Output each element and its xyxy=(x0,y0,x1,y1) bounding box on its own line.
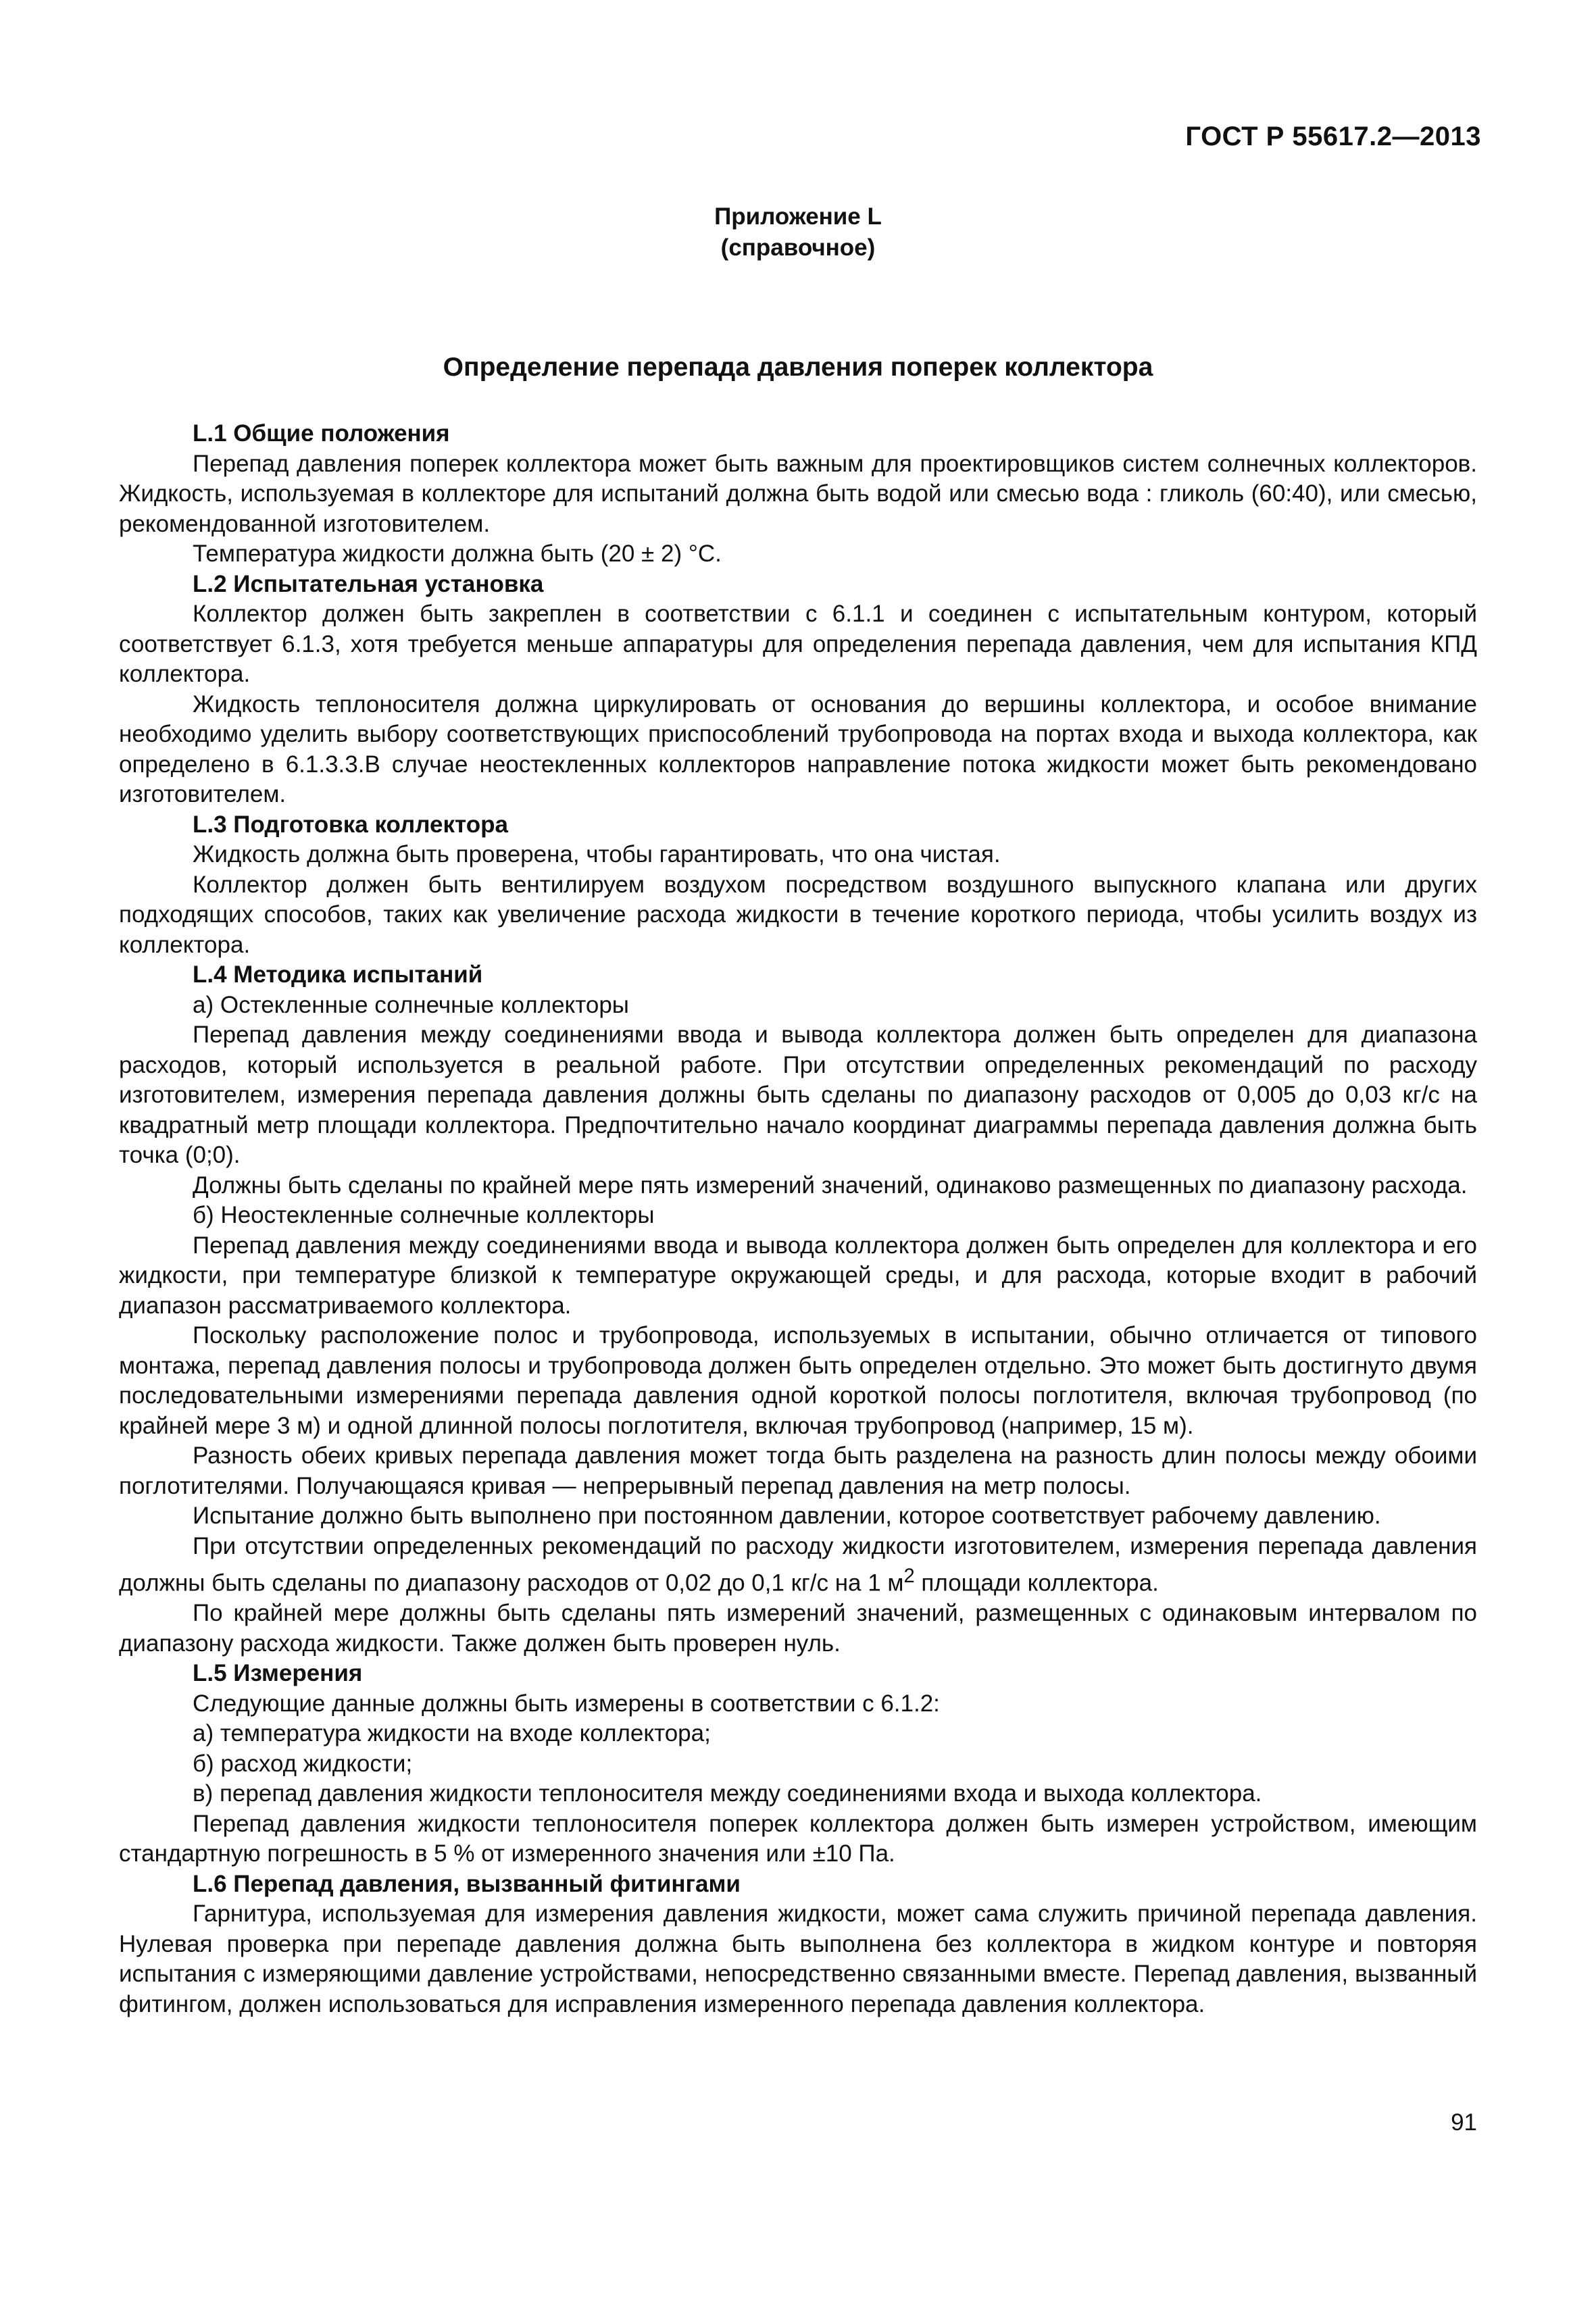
list-item: б) расход жидкости; xyxy=(193,1750,413,1777)
superscript: 2 xyxy=(903,1565,915,1587)
document-code: ГОСТ Р 55617.2—2013 xyxy=(1185,122,1481,151)
paragraph: Перепад давления между соединениями ввода и вывода коллектора должен быть определен для коллектора и его жидкости, при температуре близкой к температуре окружающей среды, и для расхода, которые входит в рабочий диапазон рассматриваемого коллектора. xyxy=(119,1232,1477,1319)
paragraph: Должны быть сделаны по крайней мере пять измерений значений, одинаково размещенных по диапазону расхода. xyxy=(193,1172,1468,1199)
appendix-status: (справочное) xyxy=(720,234,876,261)
paragraph: По крайней мере должны быть сделаны пять измерений значений, размещенных с одинаковым интервалом по диапазону расхода жидкости. Также должен быть проверен нуль. xyxy=(119,1600,1477,1657)
paragraph: Коллектор должен быть закреплен в соответствии с 6.1.1 и соединен с испытательным контуром, который соответствует 6.1.3, хотя требуется меньше аппаратуры для определения перепада давления, чем для испытания КПД коллектора. xyxy=(119,601,1477,687)
section-heading-l5: L.5 Измерения xyxy=(193,1660,363,1687)
paragraph: Разность обеих кривых перепада давления может тогда быть разделена на разность длин полосы между обоими поглотителями. Получающаяся кривая — непрерывный перепад давления на метр полосы. xyxy=(119,1442,1477,1499)
paragraph: Испытание должно быть выполнено при постоянном давлении, которое соответствует рабочему давлению. xyxy=(193,1503,1381,1529)
paragraph: Перепад давления между соединениями ввода и вывода коллектора должен быть определен для диапазона расходов, который используется в реальной работе. При отсутствии определенных рекомендаций по расходу изготовителем, измерения перепада давления должны быть сделаны по диапазону расходов от 0,005 до 0,03 кг/с на квадратный метр площади коллектора. Предпочтительно начало координат диаграммы перепада давления должна быть точка (0;0). xyxy=(119,1022,1477,1168)
paragraph-text: площади коллектора. xyxy=(914,1569,1159,1596)
page-number: 91 xyxy=(1451,2109,1477,2136)
appendix-heading xyxy=(0,201,1596,263)
paragraph: Жидкость должна быть проверена, чтобы гарантировать, что она чистая. xyxy=(193,841,1001,867)
paragraph: Коллектор должен быть вентилируем воздухом посредством воздушного выпускного клапана или других подходящих способов, таких как увеличение расхода жидкости в течение короткого периода, чтобы усилить воздух из коллектора. xyxy=(119,871,1477,958)
paragraph: Поскольку расположение полос и трубопровода, используемых в испытании, обычно отличается от типового монтажа, перепад давления полосы и трубопровода должен быть определен отдельно. Это может быть достигнуто двумя последовательными измерениями перепада давления одной короткой полосы поглотителя, включая трубопровод (по крайней мере 3 м) и одной длинной полосы поглотителя, включая трубопровод (например, 15 м). xyxy=(119,1322,1477,1439)
list-item: в) перепад давления жидкости теплоносителя между соединениями входа и выхода коллектора. xyxy=(193,1780,1262,1807)
paragraph: Перепад давления поперек коллектора может быть важным для проектировщиков систем солнечных коллекторов. Жидкость, используемая в коллекторе для испытаний должна быть водой или смесью вода : гликоль (60:40), или смесью, рекомендованной изготовителем. xyxy=(119,450,1477,537)
section-heading-l2: L.2 Испытательная установка xyxy=(193,570,544,597)
section-heading-l4: L.4 Методика испытаний xyxy=(193,961,483,988)
paragraph: Следующие данные должны быть измерены в соответствии с 6.1.2: xyxy=(193,1690,940,1717)
list-item: а) температура жидкости на входе коллектора; xyxy=(193,1720,711,1747)
document-body xyxy=(119,419,1477,2019)
subsection-label: б) Неостекленные солнечные коллекторы xyxy=(193,1202,655,1228)
paragraph: Температура жидкости должна быть (20 ± 2) °С. xyxy=(193,540,722,567)
paragraph: Жидкость теплоносителя должна циркулировать от основания до вершины коллектора, и особое внимание необходимо уделить выбору соответствующих приспособлений трубопровода на портах входа и выхода коллектора, как определено в 6.1.3.3.В случае неостекленных коллекторов направление потока жидкости может быть рекомендовано изготовителем. xyxy=(119,690,1477,807)
paragraph: Перепад давления жидкости теплоносителя поперек коллектора должен быть измерен устройством, имеющим стандартную погрешность в 5 % от измеренного значения или ±10 Па. xyxy=(119,1810,1477,1867)
section-heading-l1: L.1 Общие положения xyxy=(193,420,450,447)
paragraph xyxy=(119,1532,1477,1599)
section-heading-l3: L.3 Подготовка коллектора xyxy=(193,811,508,838)
paragraph-text: При отсутствии определенных рекомендаций по расходу жидкости изготовителем, измерения перепада давления должны быть сделаны по диапазону расходов от 0,02 до 0,1 кг/с на 1 м xyxy=(119,1532,1477,1596)
section-heading-l6: L.6 Перепад давления, вызванный фитингами xyxy=(193,1870,741,1897)
document-title: Определение перепада давления поперек коллектора xyxy=(443,353,1153,382)
subsection-label: а) Остекленные солнечные коллекторы xyxy=(193,991,629,1018)
paragraph: Гарнитура, используемая для измерения давления жидкости, может сама служить причиной перепада давления. Нулевая проверка при перепаде давления должна быть выполнена без коллектора в жидком контуре и повторяя испытания с измеряющими давление устройствами, непосредственно связанными вместе. Перепад давления, вызванный фитингом, должен использоваться для исправления измеренного перепада давления коллектора. xyxy=(119,1901,1477,2017)
appendix-label: Приложение L xyxy=(714,203,882,230)
